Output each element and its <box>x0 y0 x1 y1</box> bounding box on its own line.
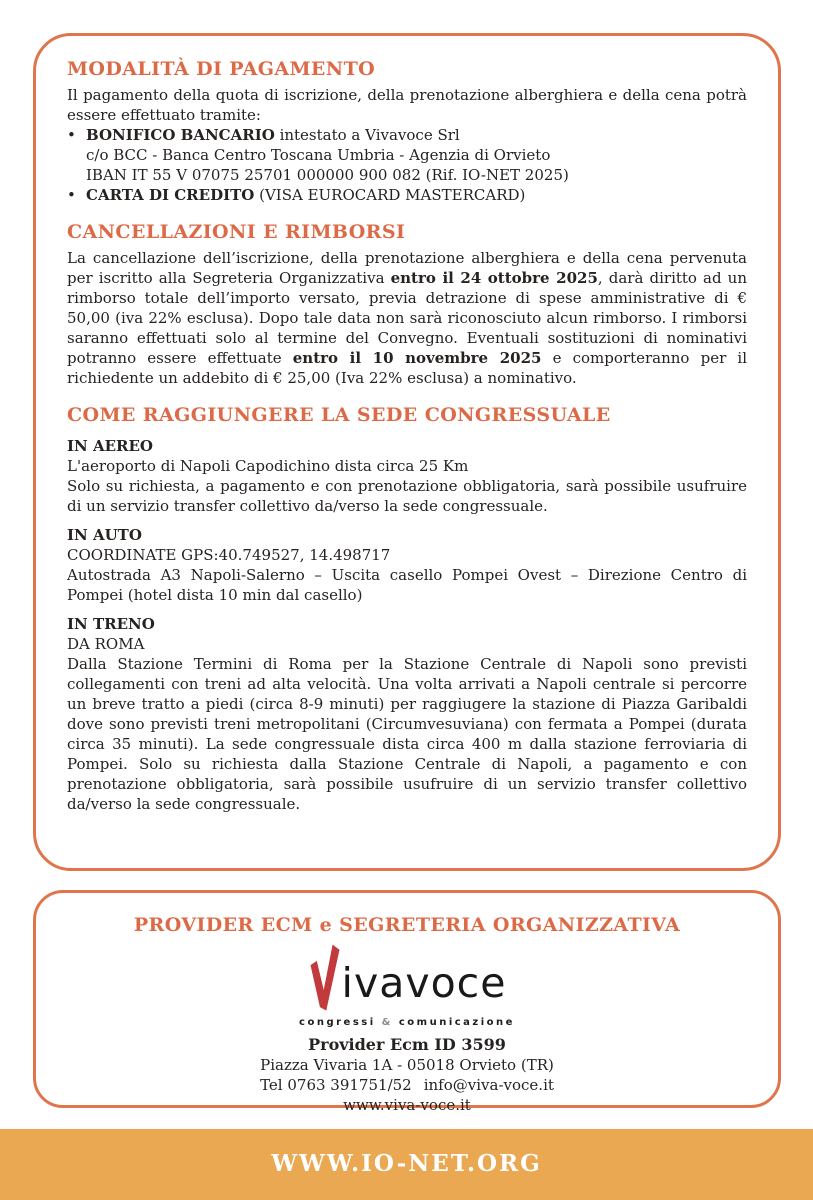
section-venue <box>67 403 747 814</box>
payment-bullet1-bold: BONIFICO BANCARIO <box>86 126 275 144</box>
bullet-icon: • <box>67 126 76 144</box>
payment-bullet-bonifico <box>67 125 747 145</box>
provider-tel-email-row <box>36 1075 778 1095</box>
train-title: IN TRENO <box>67 615 155 633</box>
provider-ecm-id: Provider Ecm ID 3599 <box>308 1035 506 1054</box>
cancellation-text-1: La cancellazione dell’iscrizione, della prenotazione alberghiera e della cena pervenuta per iscritto alla Segreteria Organizzativa <box>67 249 747 287</box>
vivavoce-wordmark: ivavoce <box>341 959 507 1007</box>
provider-box <box>33 890 781 1114</box>
bullet-text <box>86 125 460 145</box>
venue-by-car <box>67 525 747 605</box>
provider-email: info@viva-voce.it <box>423 1076 554 1094</box>
tagline-comunicazione: comunicazione <box>398 1017 515 1028</box>
footer-url: WWW.IO-NET.ORG <box>271 1150 542 1177</box>
vivavoce-logo <box>36 942 778 1028</box>
car-directions-paragraph: Autostrada A3 Napoli-Salerno – Uscita casello Pompei Ovest – Direzione Centro di Pompei (hotel dista 10 min dal casello) <box>67 566 747 604</box>
provider-heading: PROVIDER ECM e SEGRETERIA ORGANIZZATIVA <box>133 914 681 936</box>
vivavoce-v-icon <box>308 942 342 1014</box>
payment-bullet-carta <box>67 185 747 205</box>
train-from-line: DA ROMA <box>67 635 145 653</box>
payment-bullet2-rest: (VISA EUROCARD MASTERCARD) <box>254 186 526 204</box>
provider-website: www.viva-voce.it <box>343 1096 471 1114</box>
cancellation-deadline-1: entro il 24 ottobre 2025 <box>390 269 598 287</box>
bullet-text <box>86 185 525 205</box>
venue-by-plane <box>67 436 747 516</box>
payment-heading: MODALITÀ DI PAGAMENTO <box>67 58 376 80</box>
payment-iban-line: IBAN IT 55 V 07075 25701 000000 900 082 (Rif. IO-NET 2025) <box>86 166 569 184</box>
plane-transfer-paragraph: Solo su richiesta, a pagamento e con prenotazione obbligatoria, sarà possibile usufruire di un servizio transfer collettivo da/verso la sede congressuale. <box>67 477 747 515</box>
cancellation-text-3: e comporteranno per il richiedente un addebito di € 25,00 (Iva 22% esclusa) a nominativo. <box>67 349 747 387</box>
payment-bullet1-rest: intestato a Vivavoce Srl <box>274 126 460 144</box>
provider-address: Piazza Vivaria 1A - 05018 Orvieto (TR) <box>260 1056 554 1074</box>
footer-banner <box>0 1129 813 1200</box>
venue-by-train <box>67 614 747 814</box>
train-directions-paragraph: Dalla Stazione Termini di Roma per la Stazione Centrale di Napoli sono previsti collegamenti con treni ad alta velocità. Una volta arrivati a Napoli centrale si percorre un breve tratto a piedi (circa 8-9 minuti) per raggiugere la stazione di Piazza Garibaldi dove sono previsti treni metropolitani (Circumvesuviana) con fermata a Pompei (durata circa 35 minuti). La sede congressuale dista circa 400 m dalla stazione ferroviaria di Pompei. Solo su richiesta dalla Stazione Centrale di Napoli, a pagamento e con prenotazione obbligatoria, sarà possibile usufruire di un servizio transfer collettivo da/verso la sede congressuale. <box>67 655 747 813</box>
cancellation-text-2: , darà diritto ad un rimborso totale dell’importo versato, previa detrazione di spese amministrative di € 50,00 (iva 22% esclusa). Dopo tale data non sarà riconosciuto alcun rimborso. I rimborsi saranno effettuati solo al termine del Convegno. Eventuali sostituzioni di nominativi potranno essere effettuate <box>67 269 747 367</box>
cancellation-heading: CANCELLAZIONI E RIMBORSI <box>67 221 406 243</box>
vivavoce-logo-row <box>36 942 778 1016</box>
section-payment <box>67 57 747 205</box>
venue-heading: COME RAGGIUNGERE LA SEDE CONGRESSUALE <box>67 404 611 426</box>
info-box <box>33 33 781 871</box>
provider-contact-block <box>36 1035 778 1115</box>
plane-title: IN AEREO <box>67 437 153 455</box>
plane-distance-line: L'aeroporto di Napoli Capodichino dista circa 25 Km <box>67 457 469 475</box>
payment-bank-line: c/o BCC - Banca Centro Toscana Umbria - Agenzia di Orvieto <box>86 146 551 164</box>
car-gps-line: COORDINATE GPS:40.749527, 14.498717 <box>67 546 391 564</box>
vivavoce-tagline <box>36 1017 778 1028</box>
bullet-icon: • <box>67 186 76 204</box>
payment-intro: Il pagamento della quota di iscrizione, della prenotazione alberghiera e della cena potrà essere effettuato tramite: <box>67 86 747 124</box>
provider-telephone: Tel 0763 391751/52 <box>260 1076 412 1094</box>
payment-bullet2-bold: CARTA DI CREDITO <box>86 186 255 204</box>
section-cancellation <box>67 220 747 388</box>
tagline-ampersand: & <box>381 1017 393 1028</box>
car-title: IN AUTO <box>67 526 142 544</box>
cancellation-deadline-2: entro il 10 novembre 2025 <box>292 349 542 367</box>
cancellation-paragraph <box>67 248 747 388</box>
tagline-congressi: congressi <box>299 1017 376 1028</box>
